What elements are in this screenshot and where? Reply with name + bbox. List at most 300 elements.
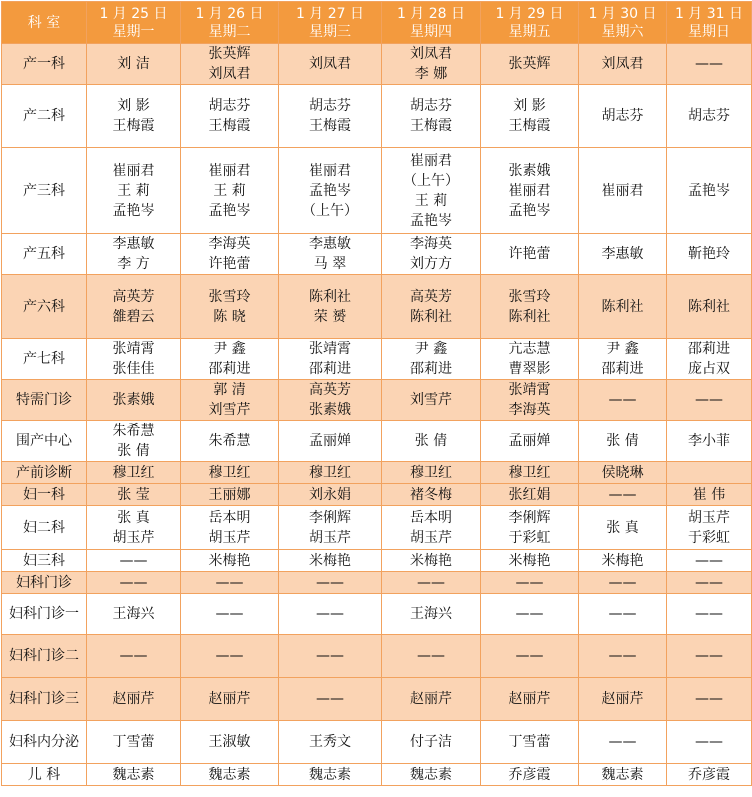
duty-cell-thu [382,275,481,339]
staff-name: —— [119,574,148,591]
staff-name: 尹 鑫 [414,341,448,357]
staff-name: 朱希慧 [208,433,251,449]
duty-cell-tue [181,572,279,594]
duty-cell-sat [579,421,667,462]
staff-name: 于彩虹 [688,529,730,546]
dept-name-cell: 妇科内分泌 [2,721,87,764]
duty-cell-thu [382,764,481,786]
duty-cell-tue [181,678,279,721]
staff-name: —— [695,574,723,591]
duty-cell-sun [667,721,752,764]
duty-cell-fri [481,234,579,275]
staff-name: 庞占双 [688,361,730,377]
staff-name: 朱希慧 [112,423,155,439]
duty-cell-fri [481,275,579,339]
staff-name: —— [417,574,445,591]
staff-name: 岳本明 [208,509,251,526]
duty-cell-sat [579,234,667,275]
staff-name: —— [608,392,637,408]
staff-name: （上午） [302,202,358,219]
duty-cell-fri [481,44,579,85]
staff-name: —— [515,606,544,622]
staff-name: —— [695,392,723,408]
dept-name-cell: 围产中心 [2,421,87,462]
staff-name: 崔丽君 [309,162,351,179]
staff-name: 赵丽芹 [410,691,452,707]
staff-name: 张红娟 [508,486,551,503]
day-weekday: 星期六 [601,23,644,40]
staff-name: 胡志芬 [601,108,644,124]
staff-name: 刘凤君 [410,46,452,62]
day-column-header [279,2,382,44]
staff-name: 许艳蕾 [208,256,251,272]
duty-cell-thu [382,484,481,506]
staff-name: 陈利社 [601,298,644,315]
day-column-header [382,2,481,44]
staff-name: —— [695,648,723,664]
duty-cell-mon [87,339,181,380]
staff-name: 高英芳 [112,288,155,305]
dept-name-cell: 妇科门诊一 [2,594,87,635]
staff-name: 赵丽芹 [508,691,551,707]
staff-name: 穆卫红 [508,464,551,481]
staff-name: 李俐辉 [309,509,351,526]
duty-cell-fri [481,339,579,380]
staff-name: 胡玉芹 [688,509,730,526]
duty-cell-fri [481,678,579,721]
day-column-header [579,2,667,44]
duty-cell-thu [382,85,481,148]
staff-name: 刘永娟 [309,486,351,503]
day-date: 1 月 29 日 [495,5,564,22]
staff-name: 米梅艳 [508,552,551,569]
duty-cell-sat [579,678,667,721]
dept-name-cell: 妇三科 [2,550,87,572]
table-row [2,85,752,148]
staff-name: —— [316,648,344,664]
staff-name: 张 莹 [117,486,150,503]
duty-cell-sun [667,550,752,572]
duty-cell-wed [279,721,382,764]
day-column-header [481,2,579,44]
duty-cell-sun [667,421,752,462]
day-weekday: 星期三 [309,23,351,40]
staff-name: 魏志素 [112,766,155,783]
duty-cell-sat [579,462,667,484]
staff-name: —— [316,691,344,707]
duty-cell-thu [382,572,481,594]
staff-name: 李海英 [208,236,251,252]
staff-name: 孟艳岑 [208,202,251,219]
staff-name: 张素娥 [112,392,155,408]
duty-cell-sat [579,85,667,148]
duty-cell-wed [279,339,382,380]
staff-name: 刘 洁 [117,56,150,72]
duty-cell-fri [481,148,579,234]
staff-name: 张佳佳 [112,361,155,377]
day-date: 1 月 30 日 [588,5,657,22]
duty-cell-tue [181,148,279,234]
dept-name-cell: 特需门诊 [2,380,87,421]
duty-cell-thu [382,594,481,635]
staff-name: 胡玉芹 [309,529,351,546]
dept-name-cell: 产一科 [2,44,87,85]
duty-cell-wed [279,421,382,462]
staff-name: 李惠敏 [309,236,351,252]
duty-cell-mon [87,506,181,550]
duty-cell-sun [667,85,752,148]
duty-cell-thu [382,339,481,380]
duty-cell-thu [382,721,481,764]
day-weekday: 星期四 [410,23,452,40]
duty-cell-fri [481,635,579,678]
duty-cell-mon [87,421,181,462]
duty-cell-wed [279,462,382,484]
staff-name: 王秀文 [309,734,351,750]
staff-name: 魏志素 [309,766,351,783]
staff-name: 王梅霞 [112,118,155,134]
staff-name: 穆卫红 [112,464,155,481]
staff-name: 胡志芬 [410,98,452,114]
staff-name: 孟艳岑 [309,182,351,199]
duty-cell-wed [279,484,382,506]
dept-name-cell: 产前诊断 [2,462,87,484]
table-row [2,764,752,786]
duty-cell-wed [279,572,382,594]
staff-name: 靳艳玲 [688,246,730,262]
staff-name: 张雪玲 [208,288,251,305]
staff-name: 亢志慧 [508,341,551,357]
staff-name: 胡志芬 [309,98,351,114]
staff-name: 岳本明 [410,509,452,526]
day-weekday: 星期日 [688,23,730,40]
staff-name: 崔丽君 [112,162,155,179]
duty-cell-sun [667,44,752,85]
staff-name: 孟艳岑 [112,202,155,219]
duty-cell-fri [481,594,579,635]
table-row [2,572,752,594]
staff-name: 魏志素 [410,766,452,783]
dept-name-cell: 儿 科 [2,764,87,786]
staff-name: 郭 清 [213,382,246,398]
staff-name: 赵丽芹 [112,691,155,707]
duty-cell-fri [481,506,579,550]
staff-name: 于彩虹 [508,529,551,546]
staff-name: 米梅艳 [410,552,452,569]
duty-cell-thu [382,148,481,234]
day-date: 1 月 25 日 [99,5,168,22]
staff-name: —— [695,734,723,750]
duty-cell-wed [279,380,382,421]
staff-name: 王梅霞 [508,118,551,134]
staff-name: 张 倩 [414,433,448,449]
staff-name: —— [119,552,148,569]
dept-name-cell: 产七科 [2,339,87,380]
staff-name: 王梅霞 [309,118,351,134]
dept-name-cell: 产六科 [2,275,87,339]
duty-cell-tue [181,635,279,678]
staff-name: —— [515,648,544,664]
duty-cell-wed [279,44,382,85]
staff-name: 孟艳岑 [410,212,452,229]
day-date: 1 月 31 日 [674,5,744,22]
duty-cell-sun [667,484,752,506]
staff-name: 曹翠影 [508,361,551,377]
duty-cell-fri [481,85,579,148]
staff-name: 孟艳岑 [688,182,730,199]
staff-name: —— [215,574,244,591]
staff-name: 赵丽芹 [208,691,251,707]
staff-name: 李海英 [410,236,452,252]
duty-cell-mon [87,44,181,85]
staff-name: 穆卫红 [410,464,452,481]
staff-name: —— [316,574,344,591]
staff-name: —— [695,606,723,622]
staff-name: 刘雪芹 [208,402,251,418]
duty-cell-sat [579,275,667,339]
staff-name: 王 莉 [117,182,150,199]
table-row [2,506,752,550]
day-date: 1 月 27 日 [295,5,365,22]
staff-name: 魏志素 [601,766,644,783]
staff-name: 马 翠 [313,256,347,272]
staff-name: 胡志芬 [208,98,251,114]
staff-name: 高英芳 [410,288,452,305]
staff-name: 刘方方 [410,256,452,272]
duty-cell-sun [667,764,752,786]
table-row [2,594,752,635]
staff-name: —— [215,606,244,622]
duty-cell-mon [87,148,181,234]
duty-cell-tue [181,44,279,85]
duty-cell-sat [579,380,667,421]
duty-cell-mon [87,594,181,635]
duty-cell-mon [87,764,181,786]
staff-name: 王海兴 [112,606,155,622]
staff-name: —— [215,648,244,664]
staff-name: 孟丽婵 [309,433,351,449]
staff-name: 张英辉 [508,56,551,72]
staff-name: —— [316,606,344,622]
duty-cell-thu [382,506,481,550]
duty-cell-fri [481,721,579,764]
day-column-header [87,2,181,44]
staff-name: 米梅艳 [208,552,251,569]
duty-cell-sat [579,721,667,764]
duty-cell-thu [382,678,481,721]
dept-name-cell: 产二科 [2,85,87,148]
staff-name: 刘凤君 [601,56,644,72]
staff-name: 王海兴 [410,606,452,622]
staff-name: （上午） [403,172,459,189]
duty-schedule-table [1,1,752,786]
duty-cell-sat [579,484,667,506]
staff-name: 李 娜 [414,66,448,82]
staff-name: 崔 伟 [692,486,726,503]
staff-name: 穆卫红 [309,464,351,481]
staff-name: 赵丽芹 [601,691,644,707]
duty-cell-sun [667,635,752,678]
staff-name: 张 真 [606,519,639,536]
staff-name: —— [695,691,723,707]
staff-name: 刘雪芹 [410,392,452,408]
day-weekday: 星期二 [208,23,251,40]
staff-name: 米梅艳 [309,552,351,569]
day-date: 1 月 28 日 [396,5,466,22]
duty-cell-thu [382,462,481,484]
staff-name: 刘 影 [513,98,546,114]
day-column-header [181,2,279,44]
staff-name: —— [695,56,723,72]
dept-name-cell: 产三科 [2,148,87,234]
staff-name: 胡玉芹 [112,529,155,546]
duty-cell-wed [279,148,382,234]
staff-name: 刘凤君 [309,56,351,72]
duty-cell-tue [181,506,279,550]
staff-name: 许艳蕾 [508,246,551,262]
table-row [2,339,752,380]
duty-cell-tue [181,339,279,380]
table-row [2,635,752,678]
staff-name: —— [695,552,723,569]
duty-cell-tue [181,550,279,572]
staff-name: 丁雪蕾 [112,734,155,750]
duty-cell-tue [181,85,279,148]
duty-cell-wed [279,234,382,275]
duty-cell-tue [181,421,279,462]
staff-name: 张英辉 [208,46,251,62]
duty-cell-wed [279,594,382,635]
staff-name: 王梅霞 [208,118,251,134]
duty-cell-sat [579,594,667,635]
duty-cell-tue [181,275,279,339]
duty-cell-sat [579,572,667,594]
staff-name: 张 倩 [606,433,639,449]
duty-cell-sun [667,339,752,380]
staff-name: 尹 鑫 [213,341,246,357]
staff-name: 陈利社 [688,298,730,315]
duty-cell-tue [181,484,279,506]
staff-name: 邵莉进 [688,341,730,357]
staff-name: 米梅艳 [601,552,644,569]
duty-cell-sat [579,44,667,85]
duty-cell-mon [87,678,181,721]
staff-name: 崔丽君 [208,162,251,179]
staff-name: —— [417,648,445,664]
staff-name: 孟丽婵 [508,433,551,449]
staff-name: —— [119,648,148,664]
duty-cell-mon [87,380,181,421]
duty-cell-fri [481,550,579,572]
table-row [2,148,752,234]
staff-name: 崔丽君 [601,182,644,199]
duty-cell-fri [481,421,579,462]
duty-cell-thu [382,44,481,85]
duty-cell-wed [279,635,382,678]
duty-cell-sun [667,148,752,234]
staff-name: 张雪玲 [508,288,551,305]
staff-name: 陈利社 [508,308,551,325]
staff-name: 丁雪蕾 [508,734,551,750]
dept-name-cell: 妇科门诊 [2,572,87,594]
duty-cell-wed [279,550,382,572]
duty-cell-mon [87,462,181,484]
staff-name: 李惠敏 [601,246,644,262]
duty-cell-sat [579,764,667,786]
staff-name: 李 方 [117,256,150,272]
staff-name: 高英芳 [309,382,351,398]
duty-cell-mon [87,484,181,506]
staff-name: 雒碧云 [112,308,155,325]
duty-cell-tue [181,462,279,484]
schedule-page [0,1,752,797]
staff-name: 胡玉芹 [208,529,251,546]
duty-cell-mon [87,275,181,339]
staff-name: 荣 赟 [313,308,347,325]
staff-name: 邵莉进 [601,361,644,377]
day-date: 1 月 26 日 [195,5,264,22]
staff-name: 尹 鑫 [606,341,639,357]
duty-cell-mon [87,234,181,275]
staff-name: 崔丽君 [508,182,551,199]
header-row [2,2,752,44]
duty-cell-tue [181,764,279,786]
staff-name: 崔丽君 [410,152,452,169]
staff-name: 胡志芬 [688,108,730,124]
duty-cell-sun [667,275,752,339]
staff-name: 李俐辉 [508,509,551,526]
duty-cell-sun [667,234,752,275]
duty-cell-mon [87,721,181,764]
duty-cell-thu [382,234,481,275]
duty-cell-sat [579,148,667,234]
staff-name: 陈利社 [410,308,452,325]
duty-cell-sun [667,572,752,594]
duty-cell-fri [481,484,579,506]
duty-cell-wed [279,85,382,148]
duty-cell-tue [181,380,279,421]
duty-cell-tue [181,594,279,635]
duty-cell-sun [667,594,752,635]
staff-name: 魏志素 [208,766,251,783]
staff-name: 陈 晓 [213,308,246,325]
staff-name: 邵莉进 [410,361,452,377]
duty-cell-fri [481,572,579,594]
table-row [2,484,752,506]
table-row [2,421,752,462]
staff-name: 张靖霄 [112,341,155,357]
staff-name: —— [608,648,637,664]
staff-name: 李海英 [508,402,551,418]
dept-name-cell: 妇二科 [2,506,87,550]
staff-name: 孟艳岑 [508,202,551,219]
duty-cell-sat [579,506,667,550]
staff-name: 邵莉进 [208,361,251,377]
staff-name: —— [515,574,544,591]
duty-cell-wed [279,275,382,339]
staff-name: —— [608,486,637,503]
dept-name-cell: 妇科门诊二 [2,635,87,678]
duty-cell-tue [181,721,279,764]
staff-name: 张 真 [117,509,150,526]
dept-column-header: 科 室 [2,2,87,44]
duty-cell-thu [382,421,481,462]
duty-cell-mon [87,85,181,148]
staff-name: 张靖霄 [508,382,551,398]
staff-name: —— [608,574,637,591]
staff-name: 刘凤君 [208,66,251,82]
table-row [2,234,752,275]
